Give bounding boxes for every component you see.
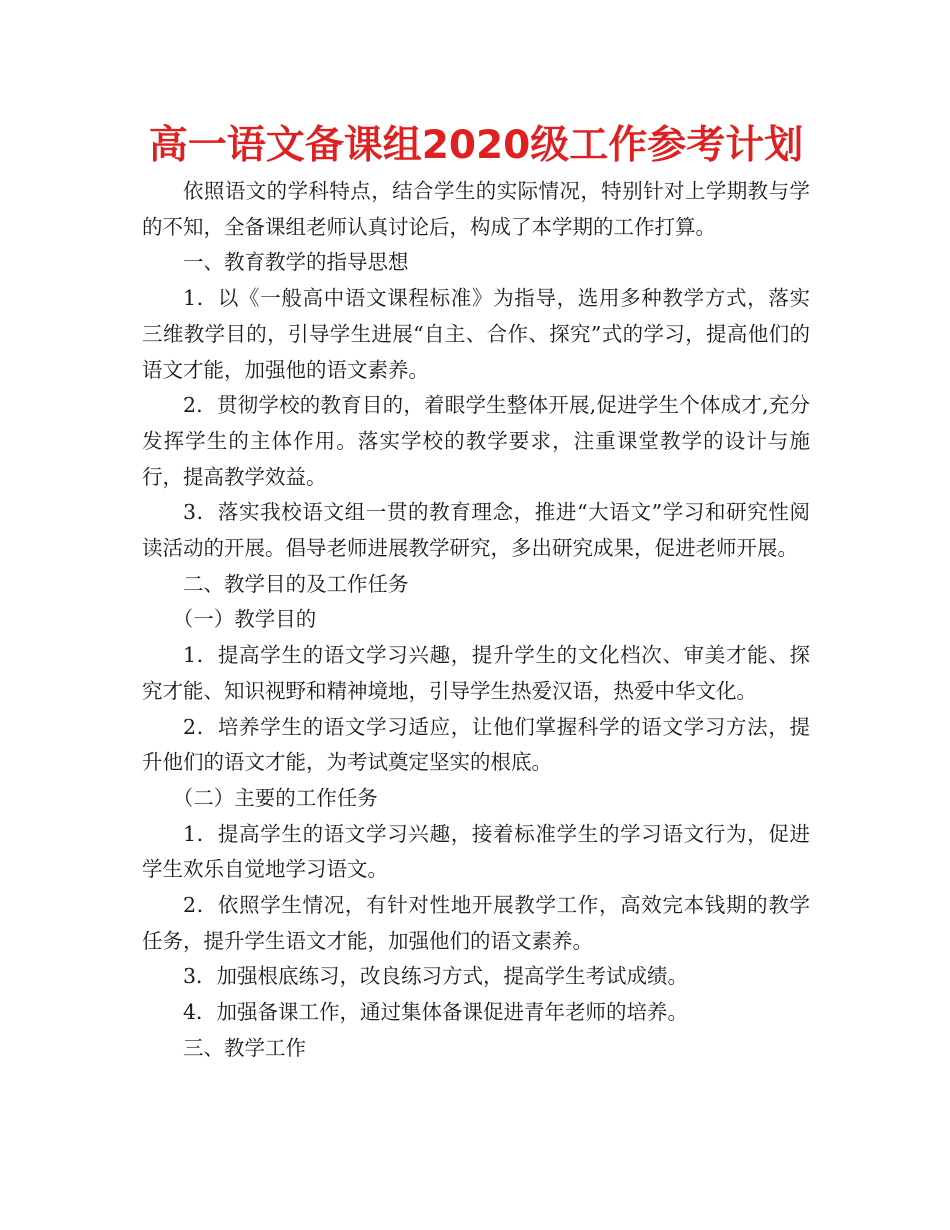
subheading-main-tasks: （二）主要的工作任务 [172,785,378,810]
paragraph-task-3: 3．加强根底练习，改良练习方式，提高学生考试成绩。 [183,964,689,989]
subheading-teaching-goals: （一）教学目的 [172,607,317,632]
paragraph-guiding-2: 2．贯彻学校的教育目的，着眼学生整体开展,促进学生个体成才,充分发挥学生的主体作用。落实学校的教学要求，注重课堂教学的设计与施行，提高教学效益。 [142,393,810,489]
paragraph-goal-2: 2．培养学生的语文学习适应，让他们掌握科学的语文学习方法，提升他们的语文才能，为考试奠定坚实的根底。 [142,714,810,775]
document-title: 高一语文备课组2020级工作参考计划 [148,123,804,168]
paragraph-goal-1: 1．提高学生的语文学习兴趣，提升学生的文化档次、审美才能、探究才能、知识视野和精神境地，引导学生热爱汉语，热爱中华文化。 [142,643,810,703]
heading-goals-and-tasks: 二、教学目的及工作任务 [183,571,409,596]
paragraph-task-1: 1．提高学生的语文学习兴趣，接着标准学生的学习语文行为，促进学生欢乐自觉地学习语文。 [142,821,810,882]
document-page [142,118,810,1067]
document-body [142,174,810,1067]
paragraph-intro: 依照语文的学科特点，结合学生的实际情况，特别针对上学期教与学的不知，全备课组老师认真讨论后，构成了本学期的工作打算。 [142,179,810,239]
paragraph-guiding-3: 3．落实我校语文组一贯的教育理念，推进“大语文”学习和研究性阅读活动的开展。倡导老师进展教学研究，多出研究成果，促进老师开展。 [142,500,810,561]
paragraph-task-2: 2．依照学生情况，有针对性地开展教学工作，高效完本钱期的教学任务，提升学生语文才能，加强他们的语文素养。 [142,893,810,953]
heading-guiding-ideology: 一、教育教学的指导思想 [183,250,409,275]
paragraph-guiding-1: 1．以《一般高中语文课程标准》为指导，选用多种教学方式，落实三维教学目的，引导学生进展“自主、合作、探究”式的学习，提高他们的语文才能，加强他的语文素养。 [142,286,810,382]
heading-teaching-work: 三、教学工作 [183,1035,306,1060]
paragraph-task-4: 4．加强备课工作，通过集体备课促进青年老师的培养。 [183,1000,689,1025]
